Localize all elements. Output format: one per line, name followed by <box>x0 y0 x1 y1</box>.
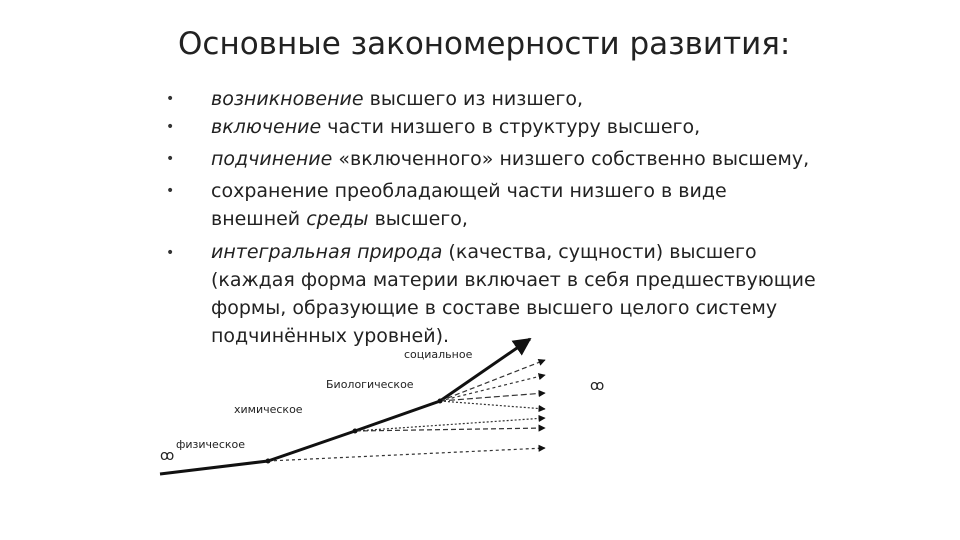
item-text: высшего, <box>368 208 468 230</box>
node-biological <box>438 399 443 404</box>
bullet-marker: • <box>166 119 175 135</box>
item-emphasis: среды <box>306 208 369 230</box>
label-biological: Биологическое <box>326 378 414 391</box>
item-text: части низшего в структуру высшего, <box>321 116 701 138</box>
slide-title: Основные закономерности развития: <box>178 26 791 62</box>
branch-line <box>440 401 545 409</box>
item-emphasis: интегральная природа <box>211 241 443 263</box>
infinity-symbol-right: ꝏ <box>590 378 605 394</box>
node-physical <box>266 459 271 464</box>
bullet-marker: • <box>166 91 175 107</box>
bullet-marker: • <box>166 151 175 167</box>
item-text: «включенного» низшего собственно высшему, <box>332 148 810 170</box>
item-emphasis: включение <box>211 116 322 138</box>
bullet-marker: • <box>166 183 175 199</box>
branch-line <box>268 448 545 461</box>
bullet-marker: • <box>166 245 175 261</box>
label-chemical: химическое <box>234 403 303 416</box>
item-text-lead: сохранение преобладающей части низшего в виде внешней <box>211 180 727 230</box>
label-physical: физическое <box>176 438 246 451</box>
item-emphasis: подчинение <box>211 148 333 170</box>
item-text: (качества, сущности) высшего (каждая форма материи включает в себя предшествующие формы, образующие в составе высшего целого систему подчинённых уровней). <box>211 241 816 347</box>
branch-line <box>440 393 545 401</box>
node-chemical <box>353 429 358 434</box>
main-development-line <box>160 339 530 474</box>
item-emphasis: возникновение <box>211 88 364 110</box>
branch-line <box>440 375 545 401</box>
infinity-symbol-left: ꝏ <box>160 448 175 464</box>
label-social: социальное <box>404 348 473 361</box>
item-text: высшего из низшего, <box>363 88 584 110</box>
